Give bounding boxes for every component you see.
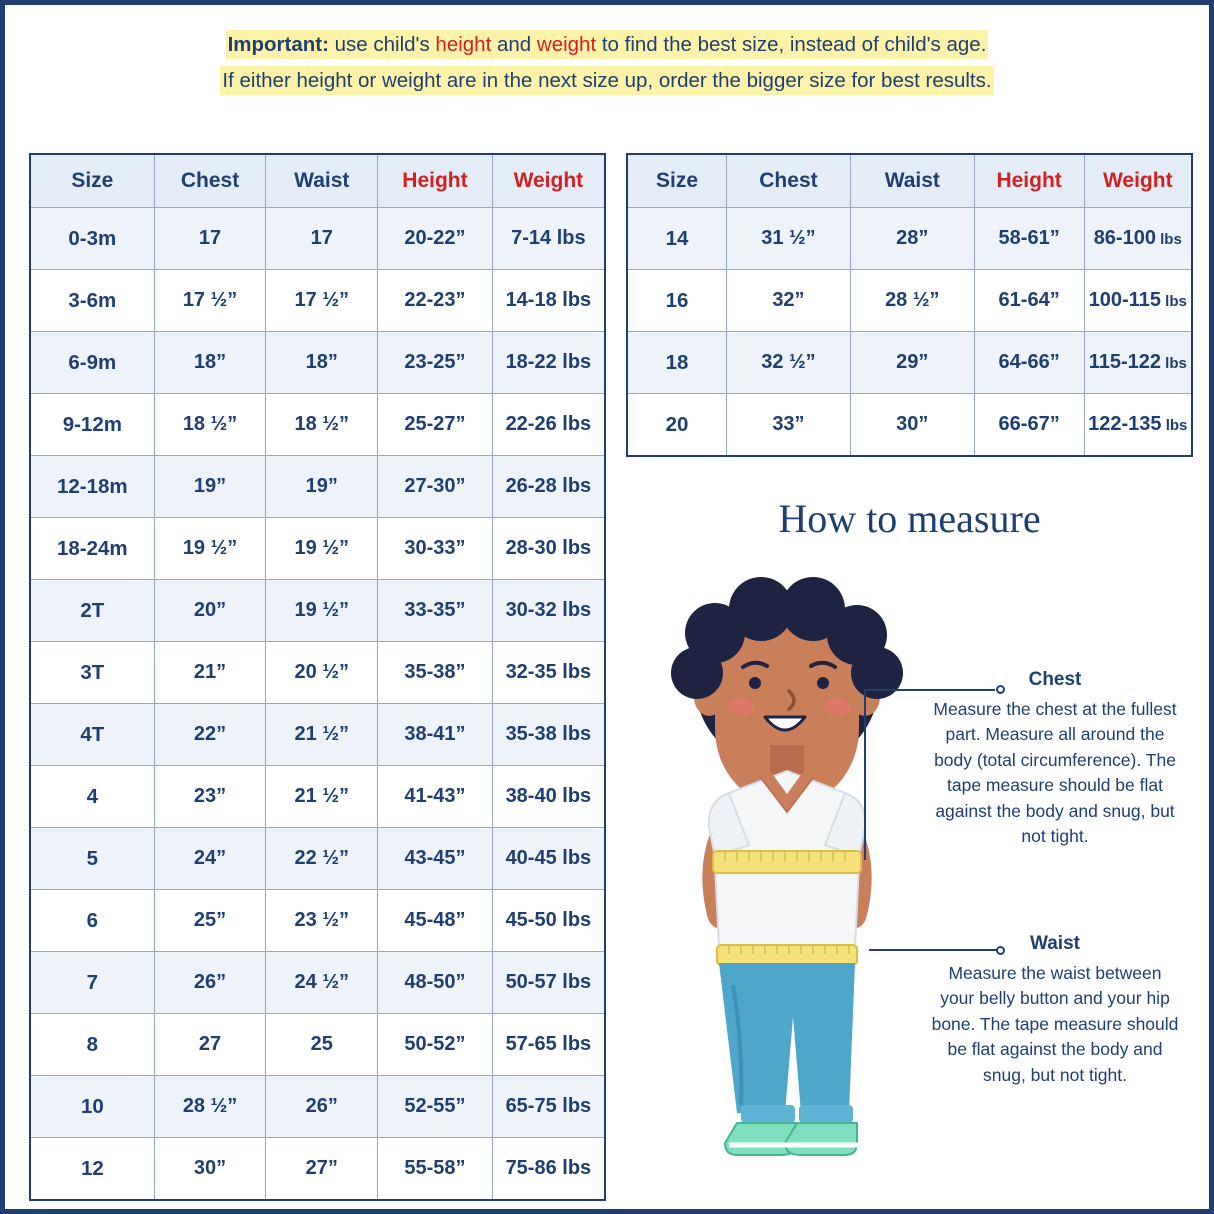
- notice-text-3: to find the best size, instead of child's age.: [596, 33, 987, 56]
- notice-line-2: [29, 65, 1185, 97]
- table-row: [31, 1138, 604, 1200]
- cell-size: 0-3m: [31, 208, 154, 270]
- cell-value: 19”: [266, 456, 378, 518]
- cell-value: 28 ½”: [850, 270, 974, 332]
- cell-value: 30-33”: [378, 518, 493, 580]
- cell-value: 23-25”: [378, 332, 493, 394]
- cell-value: 38-40 lbs: [492, 766, 604, 828]
- cell-value: 18”: [154, 332, 266, 394]
- cell-value: 25”: [154, 890, 266, 952]
- cell-value: 75-86 lbs: [492, 1138, 604, 1200]
- cell-value: 17 ½”: [154, 270, 266, 332]
- table-row: [31, 766, 604, 828]
- cell-size: 3-6m: [31, 270, 154, 332]
- cell-value: 57-65 lbs: [492, 1014, 604, 1076]
- table-row: [31, 332, 604, 394]
- col-header-weight: Weight: [492, 155, 604, 208]
- cell-value: 32-35 lbs: [492, 642, 604, 704]
- cell-size: 10: [31, 1076, 154, 1138]
- table-header-row: [31, 155, 604, 208]
- notice-line-1: [29, 29, 1185, 61]
- table-row: [31, 208, 604, 270]
- cell-value: 28”: [850, 208, 974, 270]
- size-table-left-body: [31, 208, 604, 1200]
- table-row: [31, 1014, 604, 1076]
- cell-size: 9-12m: [31, 394, 154, 456]
- cell-size: 8: [31, 1014, 154, 1076]
- cell-value: 31 ½”: [727, 208, 851, 270]
- notice-height-word: height: [435, 33, 492, 56]
- cell-weight-unit: lbs: [1160, 293, 1187, 310]
- cell-value: 29”: [850, 332, 974, 394]
- cell-value: 19 ½”: [266, 518, 378, 580]
- cell-value: 25-27”: [378, 394, 493, 456]
- table-row: [31, 642, 604, 704]
- cell-value: 27: [154, 1014, 266, 1076]
- callout-waist: [930, 933, 1180, 1088]
- cell-size: 16: [628, 270, 727, 332]
- cell-value: 26”: [154, 952, 266, 1014]
- cell-value: 17: [266, 208, 378, 270]
- size-table-right-body: [628, 208, 1191, 456]
- cell-value: 33”: [727, 394, 851, 456]
- cell-value: 30”: [154, 1138, 266, 1200]
- col-header-chest: Chest: [727, 155, 851, 208]
- col-header-waist: Waist: [850, 155, 974, 208]
- cell-value: 18 ½”: [154, 394, 266, 456]
- cell-value: 30”: [850, 394, 974, 456]
- cell-value: 26-28 lbs: [492, 456, 604, 518]
- size-table-right: [626, 153, 1193, 457]
- cell-value: 41-43”: [378, 766, 493, 828]
- callout-chest: [930, 669, 1180, 849]
- col-header-waist: Waist: [266, 155, 378, 208]
- cell-value: 21”: [154, 642, 266, 704]
- notice-weight-word: weight: [536, 33, 597, 56]
- cell-value: 26”: [266, 1076, 378, 1138]
- table-row: [31, 828, 604, 890]
- cell-value: 65-75 lbs: [492, 1076, 604, 1138]
- cell-size: 5: [31, 828, 154, 890]
- cell-value: 20-22”: [378, 208, 493, 270]
- callout-chest-title: Chest: [1028, 669, 1082, 690]
- waist-tape-measure: [717, 945, 857, 965]
- cell-value: 45-50 lbs: [492, 890, 604, 952]
- cell-weight-value: 115-122: [1088, 351, 1161, 373]
- cell-size: 20: [628, 394, 727, 456]
- cell-value: 19 ½”: [266, 580, 378, 642]
- cell-value: 24”: [154, 828, 266, 890]
- cell-value: 23”: [154, 766, 266, 828]
- cell-value: 28-30 lbs: [492, 518, 604, 580]
- table-row: [31, 952, 604, 1014]
- cell-value: 50-52”: [378, 1014, 493, 1076]
- cell-weight-unit: lbs: [1155, 231, 1182, 248]
- cell-value: 22 ½”: [266, 828, 378, 890]
- col-header-chest: Chest: [154, 155, 266, 208]
- table-row: [31, 270, 604, 332]
- cell-size: 3T: [31, 642, 154, 704]
- cell-size: 4: [31, 766, 154, 828]
- size-table-left: [29, 153, 606, 1201]
- cell-value: 7-14 lbs: [492, 208, 604, 270]
- cell-value: 21 ½”: [266, 704, 378, 766]
- cell-size: 4T: [31, 704, 154, 766]
- cell-value: 23 ½”: [266, 890, 378, 952]
- cell-value: 18-22 lbs: [492, 332, 604, 394]
- cell-value: 27”: [266, 1138, 378, 1200]
- child-figure-svg: [637, 565, 937, 1185]
- table-row: [31, 456, 604, 518]
- cell-value: 50-57 lbs: [492, 952, 604, 1014]
- cell-size: 18-24m: [31, 518, 154, 580]
- cell-size: 6-9m: [31, 332, 154, 394]
- cell-value: 58-61”: [974, 208, 1084, 270]
- cell-value: 14-18 lbs: [492, 270, 604, 332]
- col-header-height: Height: [378, 155, 493, 208]
- cell-size: 2T: [31, 580, 154, 642]
- notice-text-1: use child's: [328, 33, 436, 56]
- notice-text-2: and: [491, 33, 537, 56]
- child-illustration: [637, 565, 937, 1185]
- cell-value: 66-67”: [974, 394, 1084, 456]
- cell-value: 45-48”: [378, 890, 493, 952]
- col-header-weight: Weight: [1084, 155, 1191, 208]
- cell-value: 52-55”: [378, 1076, 493, 1138]
- notice-important-label: Important:: [227, 33, 329, 56]
- callout-chest-body: Measure the chest at the fullest part. Measure all around the body (total circumference). The tape measure should be flat against the body and snug, but not tight.: [933, 699, 1177, 846]
- cell-value: 38-41”: [378, 704, 493, 766]
- callout-waist-body: Measure the waist between your belly button and your hip bone. The tape measure should be flat against the body and snug, but not tight.: [931, 963, 1179, 1085]
- cell-value: 17: [154, 208, 266, 270]
- col-header-size: Size: [31, 155, 154, 208]
- table-row: [31, 1076, 604, 1138]
- col-header-size: Size: [628, 155, 727, 208]
- table-row: [31, 580, 604, 642]
- cell-value: 35-38 lbs: [492, 704, 604, 766]
- cell-value: 22”: [154, 704, 266, 766]
- table-row: [628, 394, 1191, 456]
- cell-value: 17 ½”: [266, 270, 378, 332]
- cell-value: 40-45 lbs: [492, 828, 604, 890]
- size-table-left-grid: [31, 155, 604, 1199]
- cell-value: 25: [266, 1014, 378, 1076]
- table-row: [628, 270, 1191, 332]
- cell-value: 32 ½”: [727, 332, 851, 394]
- cell-value: 20 ½”: [266, 642, 378, 704]
- cell-weight-value: 122-135: [1088, 413, 1162, 435]
- cell-value: 55-58”: [378, 1138, 493, 1200]
- cell-value: 18 ½”: [266, 394, 378, 456]
- cell-value: 22-23”: [378, 270, 493, 332]
- cell-size: 18: [628, 332, 727, 394]
- cell-value: 30-32 lbs: [492, 580, 604, 642]
- cell-value: 21 ½”: [266, 766, 378, 828]
- cell-size: 6: [31, 890, 154, 952]
- cell-weight-unit: lbs: [1161, 417, 1188, 434]
- callout-waist-title: Waist: [1030, 933, 1080, 954]
- size-table-right-grid: [628, 155, 1191, 455]
- cell-size: 12-18m: [31, 456, 154, 518]
- cell-value: 64-66”: [974, 332, 1084, 394]
- table-row: [31, 518, 604, 580]
- cell-size: 12: [31, 1138, 154, 1200]
- cell-weight-unit: lbs: [1160, 355, 1187, 372]
- chest-tape-measure: [713, 851, 861, 873]
- table-row: [628, 208, 1191, 270]
- cell-value: [1084, 270, 1191, 332]
- cell-value: 32”: [727, 270, 851, 332]
- cell-weight-value: 86-100: [1093, 227, 1156, 249]
- important-notice: [29, 25, 1185, 101]
- table-row: [628, 332, 1191, 394]
- cell-value: [1084, 332, 1191, 394]
- cell-value: [1084, 394, 1191, 456]
- cell-value: [1084, 208, 1191, 270]
- cell-value: 43-45”: [378, 828, 493, 890]
- table-row: [31, 704, 604, 766]
- cell-value: 22-26 lbs: [492, 394, 604, 456]
- cell-size: 14: [628, 208, 727, 270]
- cell-size: 7: [31, 952, 154, 1014]
- cell-value: 28 ½”: [154, 1076, 266, 1138]
- cell-value: 18”: [266, 332, 378, 394]
- col-header-height: Height: [974, 155, 1084, 208]
- notice-line-2-text: If either height or weight are in the next size up, order the bigger size for best results.: [220, 66, 993, 95]
- cell-value: 33-35”: [378, 580, 493, 642]
- cell-value: 19”: [154, 456, 266, 518]
- cell-value: 20”: [154, 580, 266, 642]
- cell-value: 48-50”: [378, 952, 493, 1014]
- cell-weight-value: 100-115: [1088, 289, 1161, 311]
- cell-value: 61-64”: [974, 270, 1084, 332]
- cell-value: 35-38”: [378, 642, 493, 704]
- cell-value: 24 ½”: [266, 952, 378, 1014]
- table-header-row: [628, 155, 1191, 208]
- cell-value: 27-30”: [378, 456, 493, 518]
- table-row: [31, 394, 604, 456]
- how-to-measure-title: How to measure: [778, 496, 1041, 541]
- cell-value: 19 ½”: [154, 518, 266, 580]
- table-row: [31, 890, 604, 952]
